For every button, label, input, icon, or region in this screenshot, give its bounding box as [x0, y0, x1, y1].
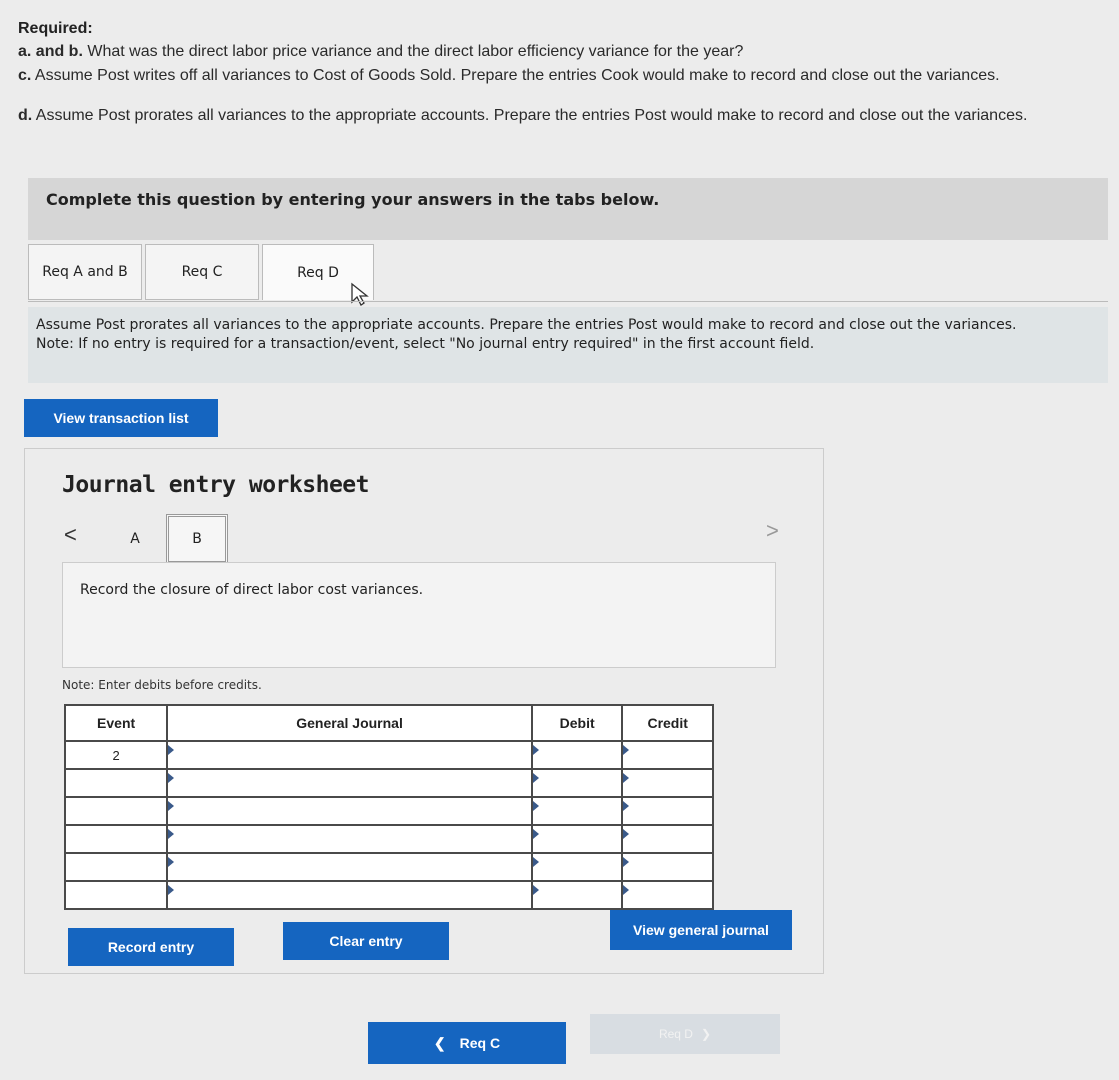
account-cell[interactable]: [167, 741, 532, 769]
worksheet-title: Journal entry worksheet: [62, 472, 369, 498]
instructions-note: Note: If no entry is required for a transaction/event, select "No journal entry required" in the first account field.: [36, 336, 815, 352]
view-general-journal-button[interactable]: View general journal: [610, 910, 792, 950]
table-row: [65, 853, 713, 881]
table-row: [65, 797, 713, 825]
debit-cell[interactable]: [532, 881, 622, 909]
entry-description-box: [62, 562, 776, 668]
step-a[interactable]: A: [130, 531, 140, 547]
debit-cell[interactable]: [532, 797, 622, 825]
event-cell[interactable]: [65, 853, 167, 881]
credit-cell[interactable]: [622, 769, 713, 797]
requirement-c: c. Assume Post writes off all variances to Cost of Goods Sold. Prepare the entries Cook would make to record and close out the variances.: [18, 67, 1000, 84]
credit-cell[interactable]: [622, 741, 713, 769]
credit-cell[interactable]: [622, 881, 713, 909]
step-b[interactable]: B: [166, 514, 228, 564]
event-cell[interactable]: [65, 825, 167, 853]
record-entry-button[interactable]: Record entry: [68, 928, 234, 966]
event-cell[interactable]: [65, 881, 167, 909]
debit-cell[interactable]: [532, 741, 622, 769]
chevron-left-icon: ❮: [433, 1034, 446, 1051]
required-heading: Required:: [18, 20, 93, 37]
event-cell[interactable]: 2: [65, 741, 167, 769]
event-header: Event: [65, 705, 167, 741]
debit-cell[interactable]: [532, 769, 622, 797]
debit-header: Debit: [532, 705, 622, 741]
credit-cell[interactable]: [622, 797, 713, 825]
credit-cell[interactable]: [622, 825, 713, 853]
journal-table: [64, 704, 714, 910]
tab-divider: [28, 301, 1108, 302]
event-cell[interactable]: [65, 797, 167, 825]
instructions-text: Assume Post prorates all variances to the appropriate accounts. Prepare the entries Post would make to record and close out the variances.: [36, 317, 1017, 333]
tab-req-a-and-b[interactable]: Req A and B: [28, 244, 142, 300]
entry-description: Record the closure of direct labor cost variances.: [80, 582, 424, 598]
mouse-cursor-icon: [350, 282, 372, 308]
banner-text: Complete this question by entering your answers in the tabs below.: [46, 190, 660, 209]
chevron-right-icon: ❯: [700, 1027, 712, 1041]
view-transaction-list-button[interactable]: View transaction list: [24, 399, 218, 437]
account-cell[interactable]: [167, 769, 532, 797]
general-journal-header: General Journal: [167, 705, 532, 741]
debit-credit-note: Note: Enter debits before credits.: [62, 678, 262, 692]
event-cell[interactable]: [65, 769, 167, 797]
journal-table-wrapper: [64, 704, 714, 910]
prev-req-c-button[interactable]: [368, 1022, 566, 1064]
tab-req-d[interactable]: Req D: [262, 244, 374, 300]
table-row: [65, 881, 713, 909]
debit-cell[interactable]: [532, 825, 622, 853]
tab-req-c[interactable]: Req C: [145, 244, 259, 300]
credit-header: Credit: [622, 705, 713, 741]
account-cell[interactable]: [167, 881, 532, 909]
next-arrow-icon[interactable]: >: [766, 518, 779, 543]
next-req-label: Req D: [658, 1027, 693, 1041]
table-row: [65, 825, 713, 853]
account-cell[interactable]: [167, 797, 532, 825]
requirement-ab: a. and b. What was the direct labor price variance and the direct labor efficiency variance for the year?: [18, 43, 744, 60]
clear-entry-button[interactable]: Clear entry: [283, 922, 449, 960]
debit-cell[interactable]: [532, 853, 622, 881]
credit-cell[interactable]: [622, 853, 713, 881]
table-row: [65, 769, 713, 797]
tab-instructions: [36, 316, 1086, 354]
prev-req-label: Req C: [459, 1035, 501, 1051]
account-cell[interactable]: [167, 825, 532, 853]
previous-arrow-icon[interactable]: <: [64, 522, 77, 547]
next-req-d-button[interactable]: [590, 1014, 780, 1054]
account-cell[interactable]: [167, 853, 532, 881]
instruction-banner: [28, 178, 1108, 240]
requirement-d: d. Assume Post prorates all variances to the appropriate accounts. Prepare the entries Post would make to record and close out the variances.: [18, 107, 1028, 124]
table-row: [65, 741, 713, 769]
